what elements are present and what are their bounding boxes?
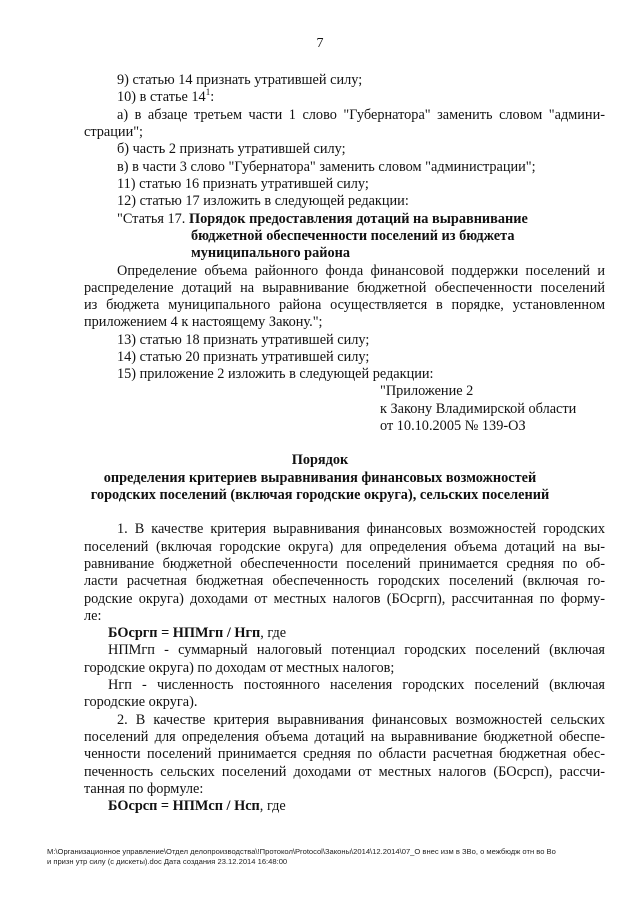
article-17-text-1: Определение объема районного фонда финансовой поддержки поселений и xyxy=(117,263,605,279)
clause-2-line-1: 2. В качестве критерия выравнивания финансовых возможностей сельских xyxy=(117,712,605,728)
definition-2-line-1: Нгп - численность постоянного населения городских поселений (включая xyxy=(108,677,605,693)
clause-2-line-3: ченности поселений принимается средняя по области расчетная бюджетная обес- xyxy=(84,746,605,762)
clause-1-line-3: равнивание бюджетной обеспеченности поселений принимается средняя по об- xyxy=(84,556,605,572)
procedure-subheading-1: определения критериев выравнивания финансовых возможностей xyxy=(103,470,537,486)
formula-1-expression: БОсргп = НПМгп / Нгп xyxy=(108,625,261,641)
appendix-label-1: "Приложение 2 xyxy=(380,383,474,399)
clause-2-line-5: танная по формуле: xyxy=(84,781,204,797)
article-17-heading-line1 xyxy=(117,211,528,228)
article-17-text-2: распределение дотаций на выравнивание бюджетной обеспеченности поселений xyxy=(84,280,605,296)
article-17-title-2: бюджетной обеспеченности поселений из бюджета xyxy=(191,228,515,244)
clause-2-line-4: печенность сельских поселений доходами от местных налогов (БОсрсп), рассчи- xyxy=(84,764,605,780)
page-number: 7 xyxy=(316,36,324,51)
item-10-text: 10) в статье 14 xyxy=(117,89,206,105)
clause-1-line-2: поселений (включая городские округа) для определения объема дотаций на вы- xyxy=(84,539,605,555)
appendix-label-2: к Закону Владимирской области xyxy=(380,401,577,417)
item-10-colon: : xyxy=(210,89,215,105)
clause-1-line-1: 1. В качестве критерия выравнивания финансовых возможностей городских xyxy=(117,521,605,537)
clause-1-line-5: родские округа) доходами от местных налогов (БОсргп), рассчитанная по форму- xyxy=(84,591,605,607)
clause-2-line-2: поселений для определения объема дотаций на выравнивание бюджетной обеспе- xyxy=(84,729,605,745)
definition-1-line-1: НПМгп - суммарный налоговый потенциал городских поселений (включая xyxy=(108,642,605,658)
definition-2-line-2: городские округа). xyxy=(84,694,198,710)
item-13: 13) статью 18 признать утратившей силу; xyxy=(117,332,370,348)
formula-2-expression: БОсрсп = НПМсп / Нсп xyxy=(108,798,260,814)
item-15: 15) приложение 2 изложить в следующей редакции: xyxy=(117,366,434,382)
item-11: 11) статью 16 признать утратившей силу; xyxy=(117,176,369,192)
formula-1-where: , где xyxy=(260,625,287,641)
formula-2-where: , где xyxy=(259,798,286,814)
item-10 xyxy=(117,89,214,106)
footer-file-info: и призн утр силу (с дискеты).doc Дата создания 23.12.2014 16:48:00 xyxy=(47,857,288,866)
footer-file-path: M:\Организационное управление\Отдел делопроизводства\!Протокол\Protocol\Законы\2014\12.2014\07_О внес изм в ЗВо, о межбюдж отн во Во xyxy=(47,847,556,856)
article-17-prefix: "Статья 17. xyxy=(117,211,189,227)
article-17-title-3: муниципального района xyxy=(191,245,351,261)
item-v: в) в части 3 слово "Губернатора" заменить словом "администрации"; xyxy=(117,159,536,175)
article-17-text-3: из бюджета муниципального района осуществляется в порядке, установленном xyxy=(84,297,605,313)
clause-1-line-4: ласти расчетная бюджетная обеспеченность городских поселений (включая го- xyxy=(84,573,605,589)
item-a-line1: а) в абзаце третьем части 1 слово "Губернатора" заменить словом "админи- xyxy=(117,107,605,123)
item-10-superscript: 1 xyxy=(205,87,211,97)
article-17-text-4: приложением 4 к настоящему Закону."; xyxy=(84,314,323,330)
item-9: 9) статью 14 признать утратившей силу; xyxy=(117,72,363,88)
formula-1 xyxy=(108,625,286,642)
formula-2 xyxy=(108,798,286,815)
item-14: 14) статью 20 признать утратившей силу; xyxy=(117,349,370,365)
appendix-label-3: от 10.10.2005 № 139-ОЗ xyxy=(380,418,526,434)
clause-1-line-6: ле: xyxy=(84,608,102,624)
procedure-subheading-2: городских поселений (включая городские округа), сельских поселений xyxy=(90,487,550,503)
procedure-heading: Порядок xyxy=(291,452,349,468)
definition-1-line-2: городские округа) по доходам от местных налогов; xyxy=(84,660,395,676)
article-17-title-1: Порядок предоставления дотаций на выравнивание xyxy=(188,211,528,227)
item-12: 12) статью 17 изложить в следующей редакции: xyxy=(117,193,409,209)
item-a-line2: страции"; xyxy=(84,124,144,140)
item-b: б) часть 2 признать утратившей силу; xyxy=(117,141,346,157)
